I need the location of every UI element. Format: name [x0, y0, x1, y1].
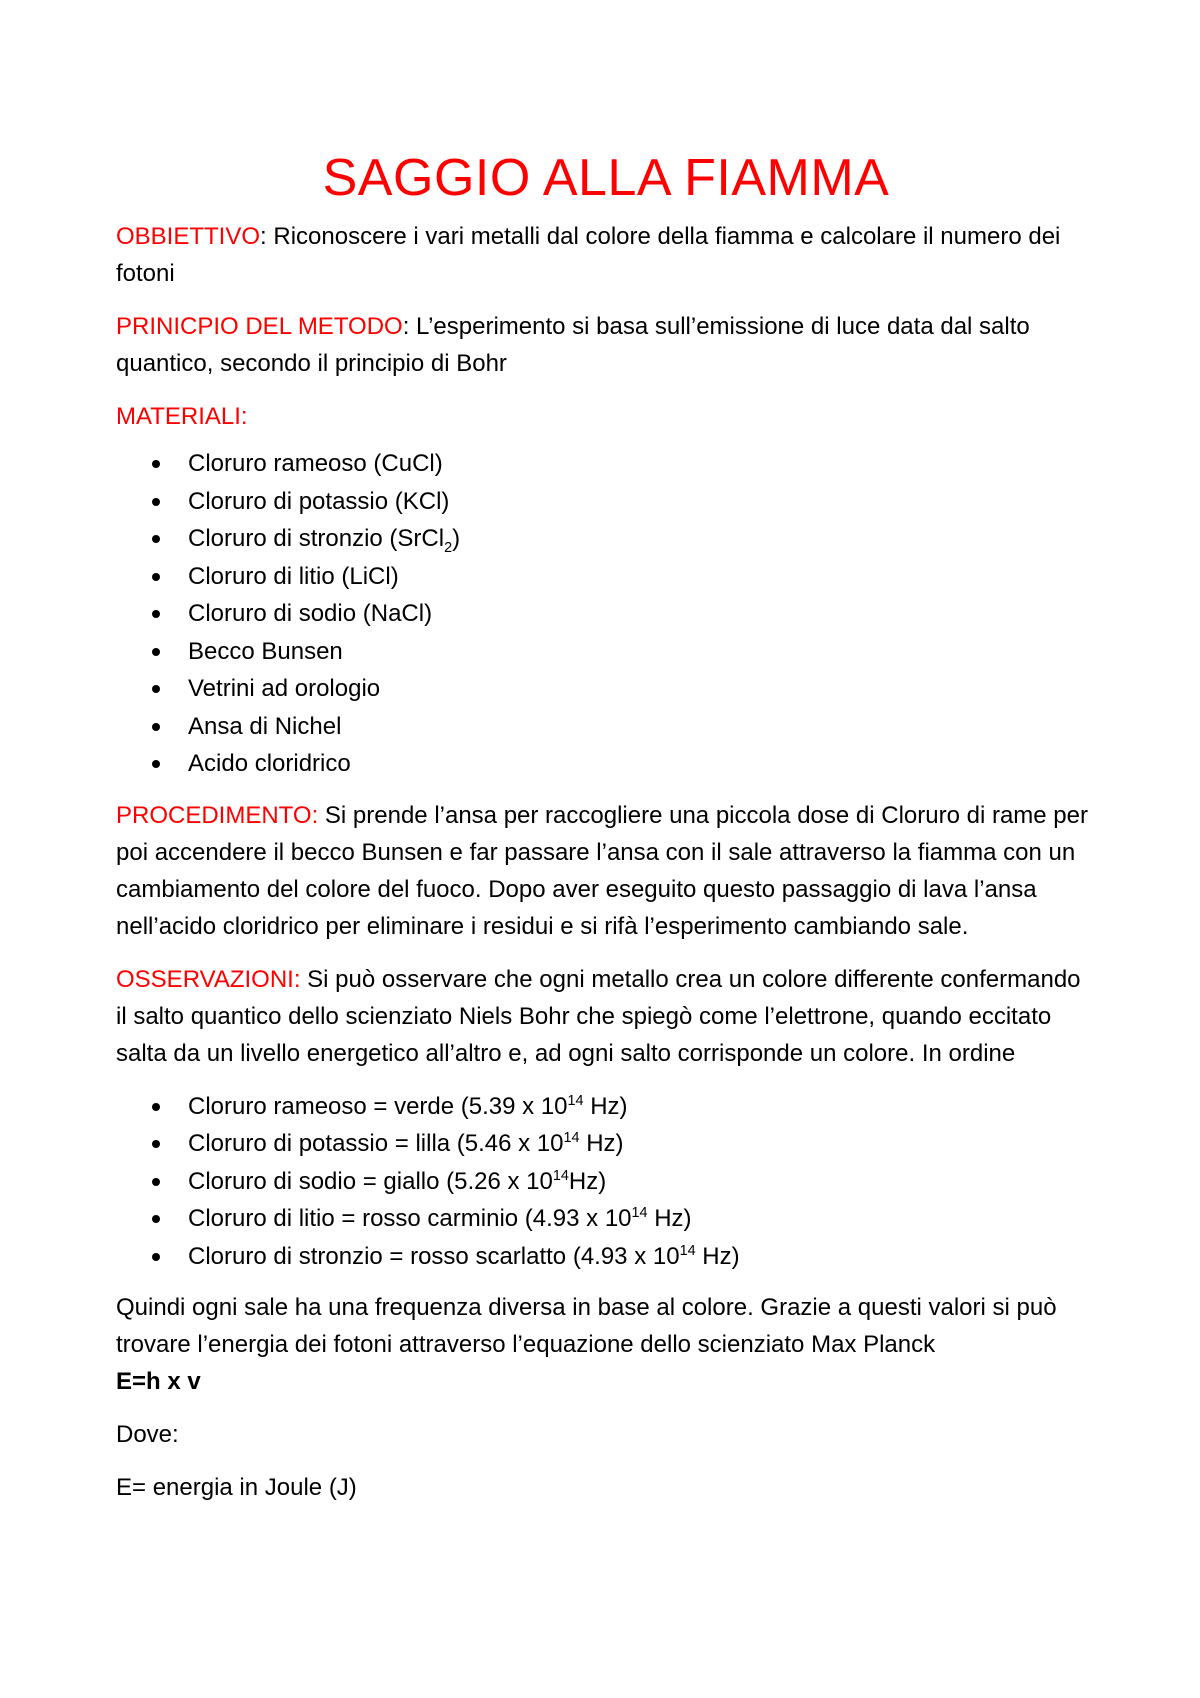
bullet-icon	[152, 1215, 160, 1223]
procedure-text: Si prende l’ansa per raccogliere una piccola dose di Cloruro di rame per poi accendere il becco Bunsen e far passare l’ansa con il sale attraverso la fiamma con un cambiamento del colore del fuoco. Dopo aver eseguito questo passaggio di lava l’ansa nell’acido cloridrico per eliminare i residui e si rifà l’esperimento cambiando sale.	[116, 801, 1088, 940]
bullet-icon	[152, 498, 160, 506]
list-item	[116, 1200, 1096, 1238]
where-text: Dove:	[116, 1421, 179, 1448]
subscript: 2	[444, 539, 453, 556]
bullet-icon	[152, 1178, 160, 1186]
list-item	[116, 520, 1096, 558]
materials-list	[116, 445, 1096, 783]
list-item	[116, 1238, 1096, 1276]
exponent: 14	[631, 1205, 648, 1221]
principle-label: PRINICPIO DEL METODO	[116, 313, 403, 340]
bullet-icon	[152, 685, 160, 693]
observation-item-text: Cloruro di litio = rosso carminio (4.93 x 10	[188, 1205, 632, 1232]
objective-paragraph	[116, 218, 1096, 292]
observation-item-text: Cloruro di potassio = lilla (5.46 x 10	[188, 1130, 564, 1157]
observation-item-unit: Hz)	[695, 1242, 740, 1270]
observation-item-unit: Hz)	[583, 1092, 628, 1120]
list-item	[116, 633, 1096, 671]
observation-item-unit: Hz)	[568, 1167, 607, 1195]
list-item	[116, 670, 1096, 708]
material-item: Acido cloridrico	[188, 750, 351, 777]
observations-text: Si può osservare che ogni metallo crea un colore differente confermando il salto quantico dello scienziato Niels Bohr che spiegò come l’elettrone, quando eccitato salta da un livello energetico all’altro e, ad ogni salto corrisponde un colore. In ordine	[116, 965, 1081, 1067]
planck-equation: E=h x v	[116, 1368, 201, 1395]
bullet-icon	[152, 460, 160, 468]
document-content	[116, 146, 1096, 1522]
exponent: 14	[567, 1092, 584, 1109]
conclusion-text: Quindi ogni sale ha una frequenza diversa in base al colore. Grazie a questi valori si può trovare l’energia dei fotoni attraverso l’equazione dello scienziato Max Planck	[116, 1294, 1057, 1358]
material-item-close: )	[452, 525, 461, 552]
exponent: 14	[679, 1242, 696, 1259]
list-item	[116, 445, 1096, 483]
observation-item-unit: Hz)	[579, 1130, 624, 1157]
procedure-label: PROCEDIMENTO:	[116, 801, 319, 829]
principle-text: : L’esperimento si basa sull’emissione di luce data dal salto quantico, secondo il principio di Bohr	[116, 313, 1030, 377]
conclusion-paragraph	[116, 1289, 1096, 1400]
material-item: Vetrini ad orologio	[188, 675, 381, 702]
material-item: Cloruro di sodio (NaCl)	[188, 600, 433, 627]
observation-item-text: Cloruro di sodio = giallo (5.26 x 10	[188, 1167, 553, 1195]
principle-paragraph	[116, 308, 1096, 382]
objective-text: : Riconoscere i vari metalli dal colore della fiamma e calcolare il numero dei fotoni	[116, 223, 1061, 287]
bullet-icon	[152, 610, 160, 618]
bullet-icon	[152, 1140, 160, 1148]
observations-list	[116, 1088, 1096, 1276]
bullet-icon	[152, 573, 160, 581]
list-item	[116, 558, 1096, 596]
exponent: 14	[563, 1130, 580, 1146]
material-item: Cloruro di stronzio (SrCl	[188, 525, 445, 552]
material-item: Cloruro di potassio (KCl)	[188, 487, 450, 515]
observation-item-text: Cloruro rameoso = verde (5.39 x 10	[188, 1092, 568, 1120]
list-item	[116, 708, 1096, 746]
document-title: SAGGIO ALLA FIAMMA	[322, 149, 890, 207]
bullet-icon	[152, 1103, 160, 1111]
energy-paragraph	[116, 1469, 1096, 1506]
observations-label: OSSERVAZIONI:	[116, 965, 301, 993]
materials-label: MATERIALI:	[116, 403, 248, 430]
material-item: Becco Bunsen	[188, 637, 343, 665]
bullet-icon	[152, 723, 160, 731]
materials-heading	[116, 398, 1096, 435]
bullet-icon	[152, 535, 160, 543]
procedure-paragraph	[116, 797, 1096, 945]
list-item	[116, 1088, 1096, 1126]
material-item: Cloruro di litio (LiCl)	[188, 562, 399, 590]
bullet-icon	[152, 648, 160, 656]
bullet-icon	[152, 760, 160, 768]
bullet-icon	[152, 1253, 160, 1261]
list-item	[116, 483, 1096, 521]
observation-item-unit: Hz)	[647, 1205, 692, 1232]
list-item	[116, 595, 1096, 633]
exponent: 14	[552, 1167, 569, 1184]
observation-item-text: Cloruro di stronzio = rosso scarlatto (4.93 x 10	[188, 1242, 680, 1270]
material-item: Ansa di Nichel	[188, 712, 342, 740]
material-item: Cloruro rameoso (CuCl)	[188, 450, 443, 477]
list-item	[116, 745, 1096, 783]
energy-definition: E= energia in Joule (J)	[116, 1474, 357, 1501]
list-item	[116, 1125, 1096, 1163]
objective-label: OBBIETTIVO	[116, 223, 261, 250]
where-paragraph	[116, 1416, 1096, 1453]
observations-paragraph	[116, 961, 1096, 1072]
list-item	[116, 1163, 1096, 1201]
